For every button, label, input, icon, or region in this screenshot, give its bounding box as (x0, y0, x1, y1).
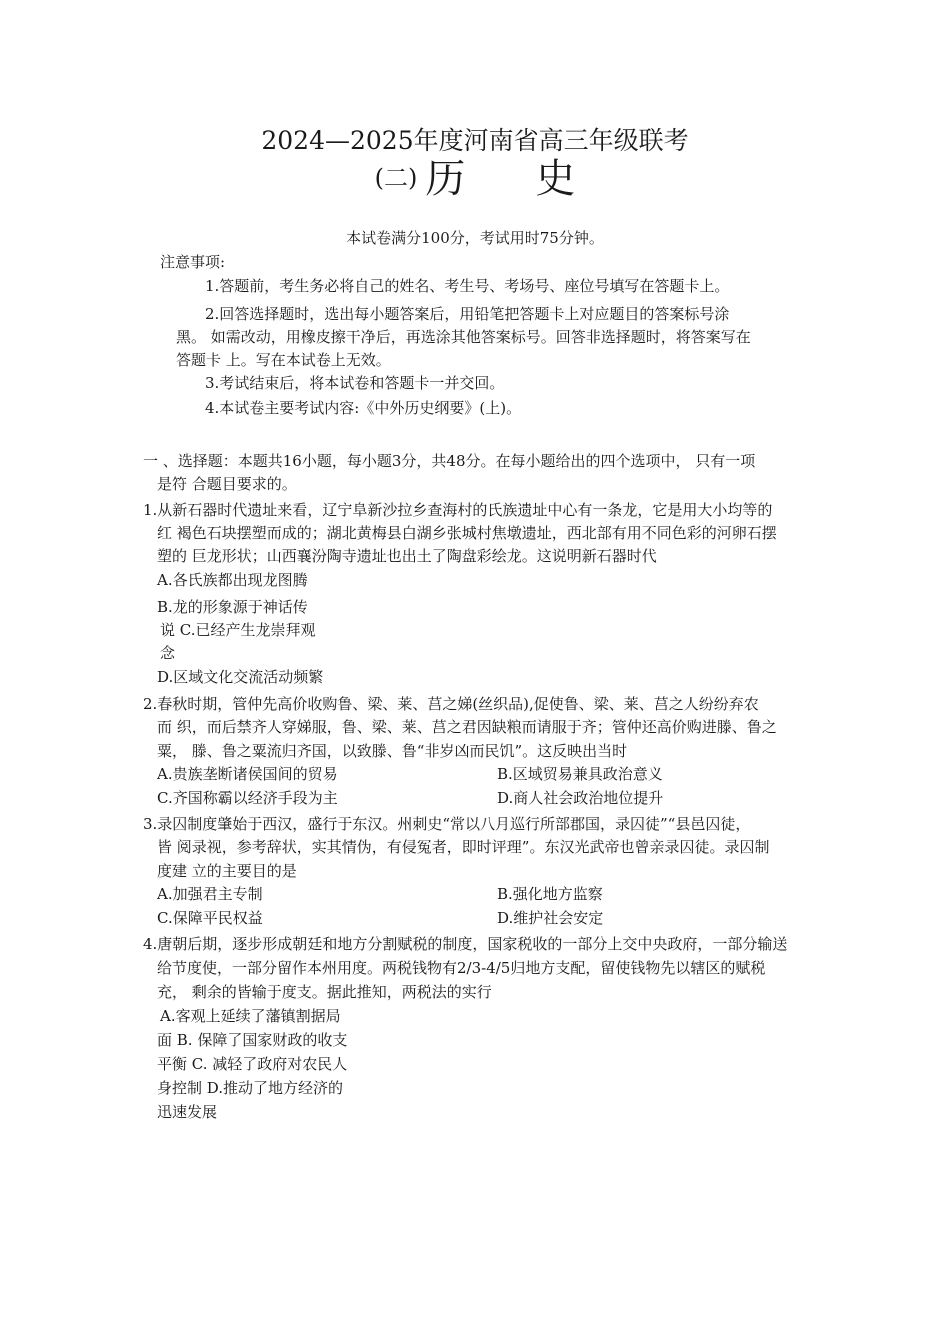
question-4-option: 平衡 C. 减轻了政府对农民人 (157, 1055, 348, 1073)
question-4-stem: 充， 剩余的皆输于度支。据此推知，两税法的实行 (157, 983, 492, 1001)
question-1-stem: 红 褐色石块摆塑而成的；湖北黄梅县白湖乡张城村焦墩遗址，西北部有用不同色彩的河卵石摆 (157, 524, 777, 542)
question-2-stem: 粟， 滕、鲁之粟流归齐国，以致滕、鲁“非岁凶而民饥”。这反映出当时 (157, 742, 628, 760)
question-3-stem: 皆 阅录视，参考辞状，实其情伪，有侵冤者，即时评理”。东汉光武帝也曾亲录囚徒。录囚制 (157, 838, 770, 856)
question-3-option-d: D.维护社会安定 (497, 909, 604, 927)
exam-title: 2024—2025年度河南省高三年级联考 (261, 126, 689, 155)
question-4-option: 迅速发展 (157, 1103, 218, 1121)
notes-line: 2.回答选择题时，选出每小题答案后，用铅笔把答题卡上对应题目的答案标号涂 (205, 305, 730, 323)
question-1-option: 说 C.已经产生龙崇拜观 (160, 621, 316, 639)
question-4-option: 身控制 D.推动了地方经济的 (157, 1079, 344, 1097)
question-1-option: 念 (160, 644, 176, 662)
notes-line: 答题卡 上。写在本试卷上无效。 (176, 351, 391, 369)
question-3-stem: 3.录囚制度肇始于西汉，盛行于东汉。州刺史“常以八月巡行所部郡国，录囚徒”“县邑囚徒， (143, 815, 751, 833)
question-4-option: 面 B. 保障了国家财政的收支 (157, 1031, 348, 1049)
question-1-stem: 1.从新石器时代遗址来看，辽宁阜新沙拉乡查海村的氏族遗址中心有一条龙，它是用大小均等的 (143, 501, 773, 519)
notes-line: 黑。 如需改动，用橡皮擦干净后，再选涂其他答案标号。回答非选择题时，将答案写在 (176, 328, 751, 346)
question-2-option-d: D.商人社会政治地位提升 (497, 789, 664, 807)
question-4-stem: 给节度使，一部分留作本州用度。两税钱物有2/3-4/5归地方支配，留使钱物先以辖区的赋税 (157, 959, 766, 977)
question-2-stem: 2.春秋时期，管仲先高价收购鲁、梁、莱、莒之娣(丝织品),促使鲁、梁、莱、莒之人纷纷弃农 (143, 695, 759, 713)
question-3-stem: 度建 立的主要目的是 (157, 862, 297, 880)
section-heading: 一 、选择题：本题共16小题，每小题3分，共48分。在每小题给出的四个选项中， 只有一项 (143, 452, 756, 470)
notes-line: 3.考试结束后，将本试卷和答题卡一并交回。 (205, 374, 505, 392)
notes-line: 4.本试卷主要考试内容:《中外历史纲要》(上)。 (205, 399, 522, 417)
question-1-stem: 塑的 巨龙形状；山西襄汾陶寺遗址也出土了陶盘彩绘龙。这说明新石器时代 (157, 547, 657, 565)
question-4-stem: 4.唐朝后期，逐步形成朝廷和地方分割赋税的制度，国家税收的一部分上交中央政府，一部分输送 (143, 935, 788, 953)
question-1-option: D.区域文化交流活动频繁 (157, 668, 324, 686)
subject-title (0, 155, 950, 202)
question-2-stem: 而 织，而后禁齐人穿娣服，鲁、梁、莱、莒之君因缺粮而请服于齐；管仲还高价购进滕、鲁之 (157, 718, 777, 736)
section-heading: 是符 合题目要求的。 (157, 475, 297, 493)
question-1-option: A.各氏族都出现龙图腾 (157, 571, 308, 589)
question-3-option-b: B.强化地方监察 (497, 885, 603, 903)
exam-info: 本试卷满分100分，考试用时75分钟。 (346, 229, 604, 247)
question-2-option-b: B.区域贸易兼具政治意义 (497, 765, 663, 783)
question-4-option: A.客观上延续了藩镇割据局 (160, 1007, 341, 1025)
subject-char-2: 史 (535, 156, 576, 202)
question-2-option-c: C.齐国称霸以经济手段为主 (157, 789, 338, 807)
exam-number: (二) (374, 164, 418, 192)
question-2-option-a: A.贵族垄断诸侯国间的贸易 (157, 765, 338, 783)
question-3-option-c: C.保障平民权益 (157, 909, 263, 927)
question-3-option-a: A.加强君主专制 (157, 885, 263, 903)
question-1-option: B.龙的形象源于神话传 (157, 598, 308, 616)
subject-char-1: 历 (425, 156, 466, 202)
notes-heading: 注意事项: (160, 253, 226, 271)
notes-line: 1.答题前，考生务必将自己的姓名、考生号、考场号、座位号填写在答题卡上。 (205, 277, 730, 295)
